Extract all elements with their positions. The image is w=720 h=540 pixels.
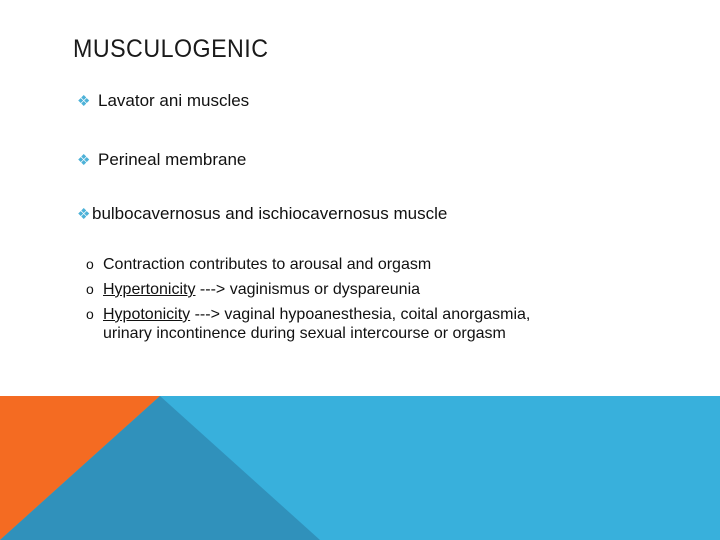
circle-bullet-icon: o (86, 256, 94, 272)
bullet-text: bulbocavernosus and ischiocavernosus muscle (92, 204, 448, 223)
sub-bullet-continuation: urinary incontinence during sexual intercourse or orgasm (103, 325, 506, 342)
term-hypotonicity: Hypotonicity (103, 306, 191, 323)
circle-bullet-icon: o (86, 281, 94, 297)
bullet-text: Perineal membrane (98, 150, 247, 169)
diamond-bullet-icon: ❖ (77, 93, 91, 110)
sub-bullet-text: Contraction contributes to arousal and orgasm (103, 256, 432, 273)
diamond-bullet-icon: ❖ (77, 206, 91, 223)
term-hypertonicity: Hypertonicity (103, 281, 196, 298)
bullet-text: Lavator ani muscles (98, 91, 250, 110)
sub-bullet-text: ---> vaginismus or dyspareunia (195, 281, 421, 298)
sub-bullet-text: ---> vaginal hypoanesthesia, coital anorgasmia, (190, 306, 531, 323)
diamond-bullet-icon: ❖ (77, 152, 91, 169)
circle-bullet-icon: o (86, 306, 94, 322)
slide-title: MUSCULOGENIC (73, 35, 269, 63)
